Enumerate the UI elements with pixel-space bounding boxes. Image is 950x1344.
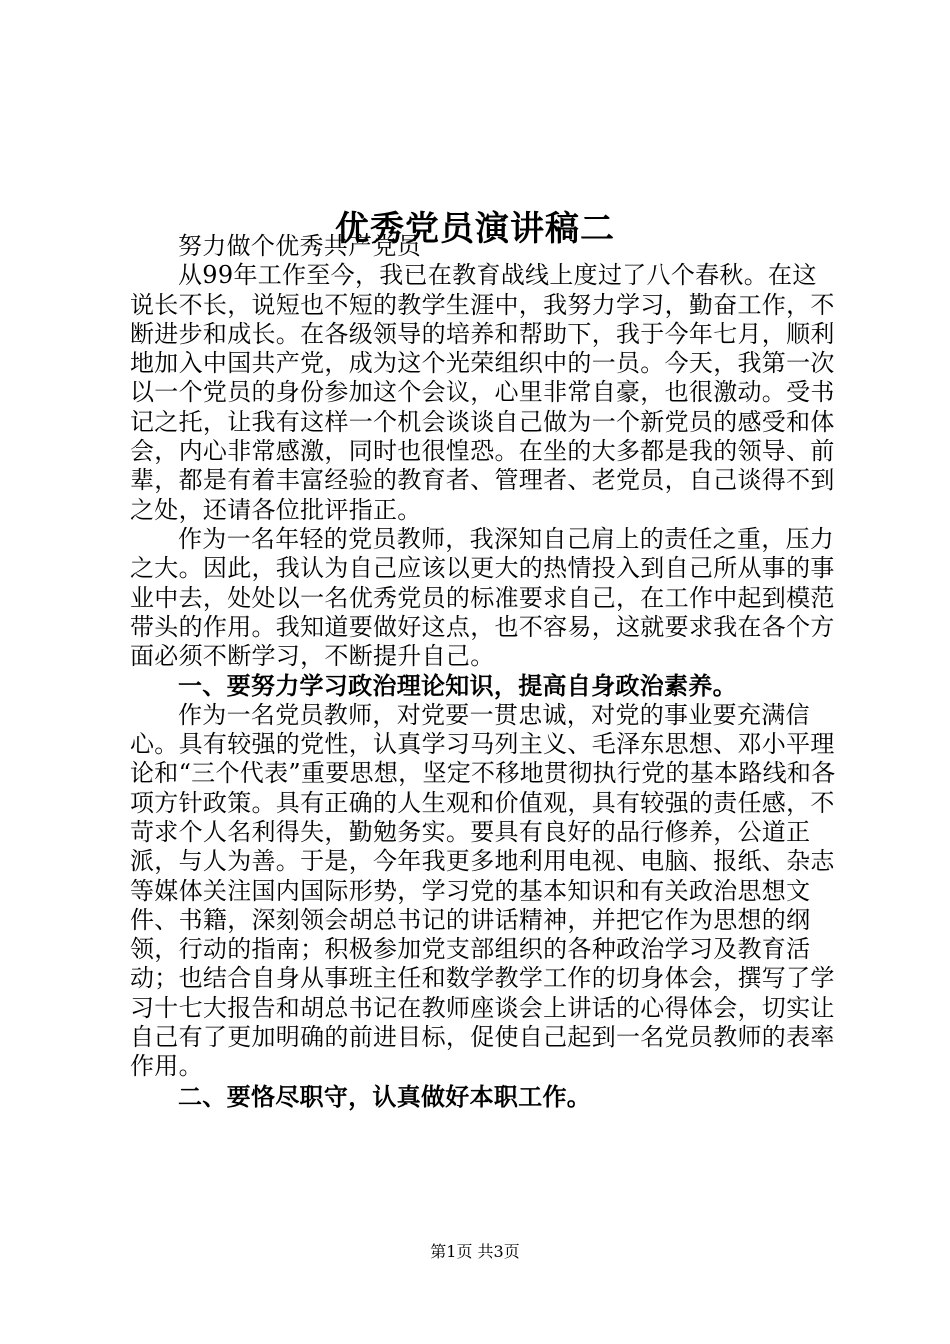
paragraph: 努力做个优秀共产党员 <box>178 232 421 260</box>
paragraph: 作为一名年轻的党员教师，我深知自己肩上的责任之重，压力之大。因此，我认为自己应该以更大的热情投入到自己所从事的事业中去，处处以一名优秀党员的标准要求自己，在工作中起到模范带头的作用。我知道要做好这点，也不容易，这就要求我在各个方面必须不断学习，不断提升自己。 <box>130 524 835 671</box>
document-title: 优秀党员演讲稿二 <box>335 208 615 249</box>
section-heading: 一、要努力学习政治理论知识，提高自身政治素养。 <box>178 671 737 701</box>
paragraph: 作为一名党员教师，对党要一贯忠诚，对党的事业要充满信心。具有较强的党性，认真学习马列主义、毛泽东思想、邓小平理论和“三个代表”重要思想，坚定不移地贯彻执行党的基本路线和各项方针政策。具有正确的人生观和价值观，具有较强的责任感，不苛求个人名利得失，勤勉务实。要具有良好的品行修养，公道正派，与人为善。于是，今年我更多地利用电视、电脑、报纸、杂志等媒体关注国内国际形势，学习党的基本知识和有关政治思想文件、书籍，深刻领会胡总书记的讲话精神，并把它作为思想的纲领，行动的指南；积极参加党支部组织的各种政治学习及教育活动；也结合自身从事班主任和数学教学工作的切身体会，撰写了学习十七大报告和胡总书记在教师座谈会上讲话的心得体会，切实让自己有了更加明确的前进目标，促使自己起到一名党员教师的表率作用。 <box>130 700 836 1081</box>
page-footer: 第1页 共3页 <box>430 1242 520 1261</box>
document-body <box>130 232 836 1111</box>
section-heading: 二、要恪尽职守，认真做好本职工作。 <box>178 1081 592 1111</box>
paragraph: 从99年工作至今，我已在教育战线上度过了八个春秋。在这说长不长，说短也不短的教学生涯中，我努力学习，勤奋工作，不断进步和成长。在各级领导的培养和帮助下，我于今年七月，顺利地加入中国共产党，成为这个光荣组织中的一员。今天，我第一次以一个党员的身份参加这个会议，心里非常自豪，也很激动。受书记之托，让我有这样一个机会谈谈自己做为一个新党员的感受和体会，内心非常感激，同时也很惶恐。在坐的大多都是我的领导、前辈，都是有着丰富经验的教育者、管理者、老党员，自己谈得不到之处，还请各位批评指正。 <box>130 261 835 524</box>
